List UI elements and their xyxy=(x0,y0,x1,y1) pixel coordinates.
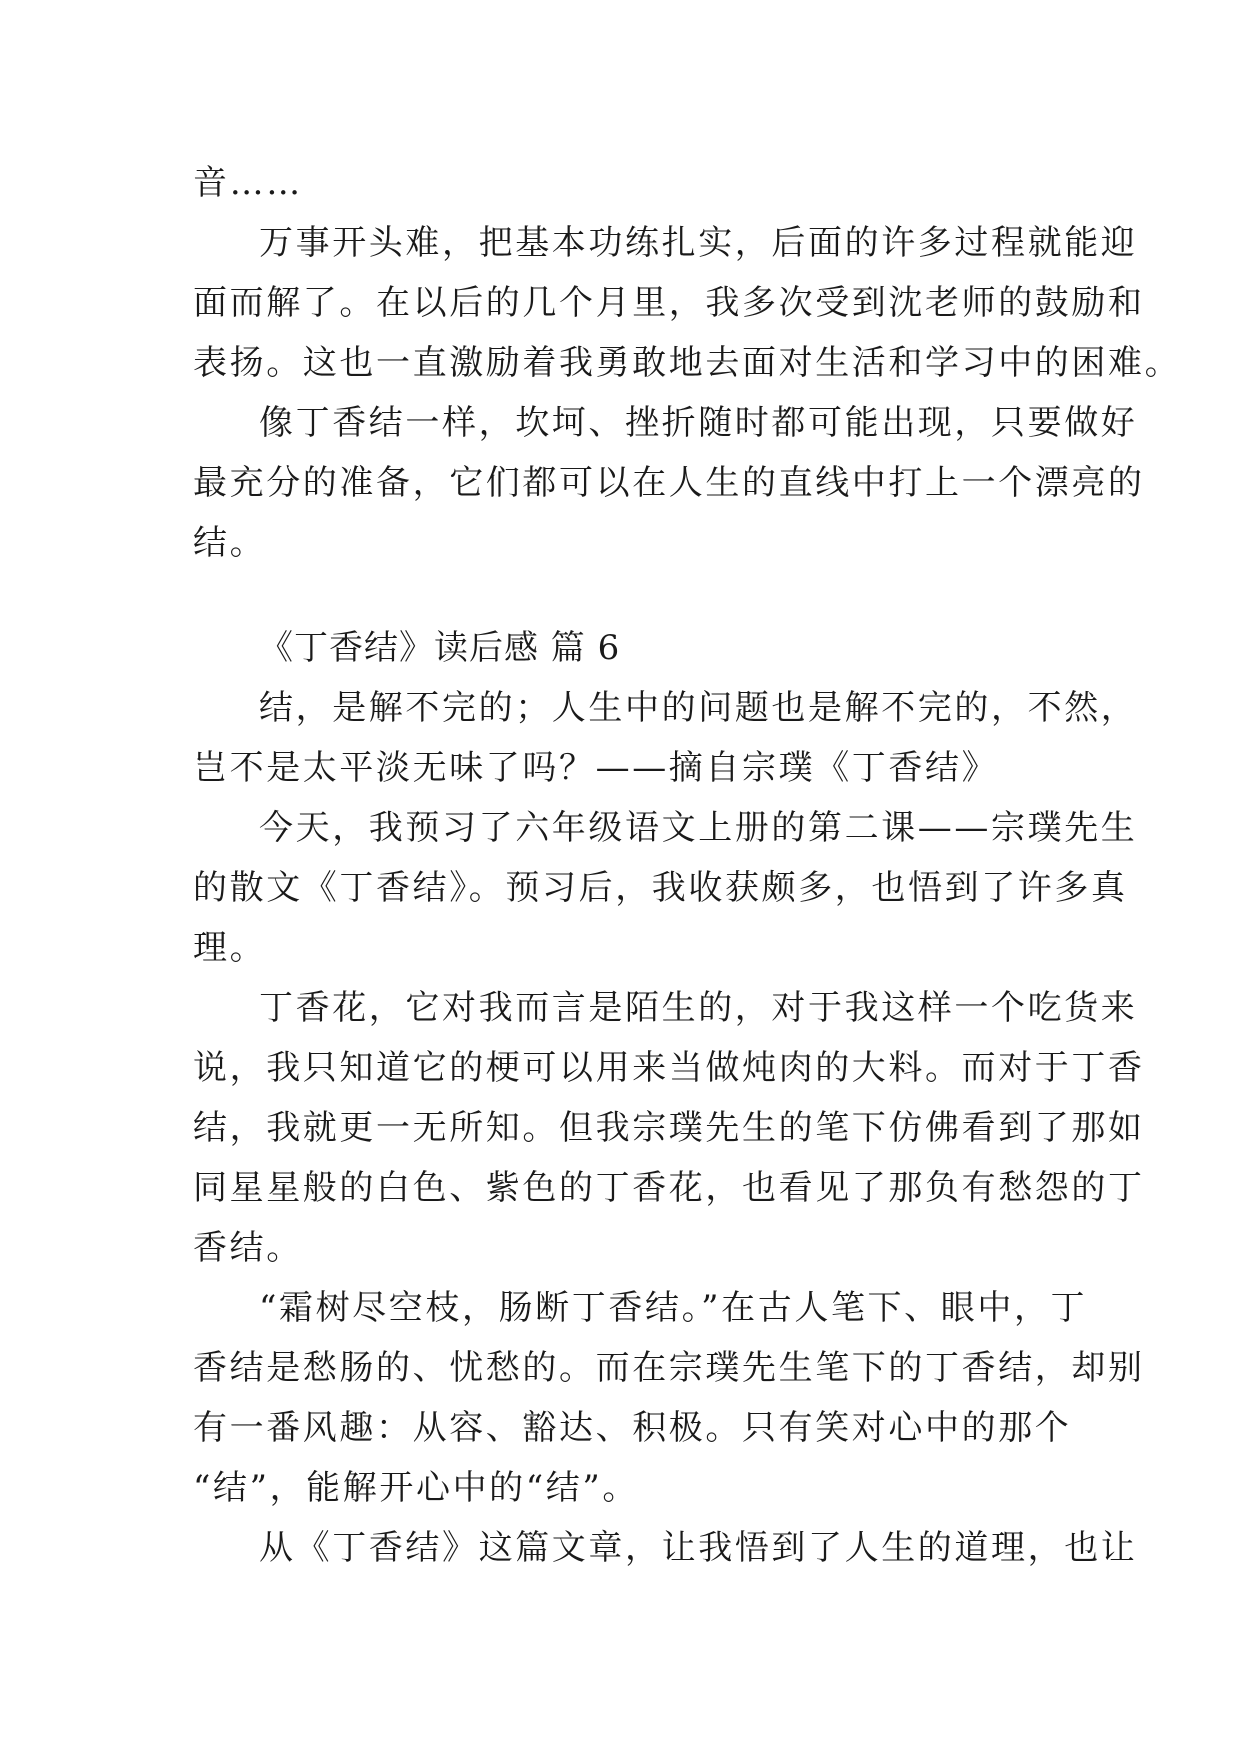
line-text: 丁香花，它对我而言是陌生的，对于我这样一个吃货来 xyxy=(259,988,1138,1028)
line-text: “霜树尽空枝，肠断丁香结。”在古人笔下、眼中，丁 xyxy=(259,1288,1088,1328)
line-text: 香结。 xyxy=(193,1228,303,1268)
line-text: 结，我就更一无所知。但我宗璞先生的笔下仿佛看到了那如 xyxy=(193,1108,1145,1148)
line-text: 同星星般的白色、紫色的丁香花，也看见了那负有愁怨的丁 xyxy=(193,1168,1145,1208)
line-text: 香结是愁肠的、忧愁的。而在宗璞先生笔下的丁香结，却别 xyxy=(193,1348,1145,1388)
text-line xyxy=(0,923,1241,973)
text-line xyxy=(0,1403,1241,1453)
text-line xyxy=(0,278,1241,328)
section-title xyxy=(0,623,1241,673)
section-title-text: 《丁香结》读后感 篇 6 xyxy=(259,628,621,668)
line-text: 说，我只知道它的梗可以用来当做炖肉的大料。而对于丁香 xyxy=(193,1048,1145,1088)
line-text: 万事开头难，把基本功练扎实，后面的许多过程就能迎 xyxy=(259,223,1138,263)
text-line xyxy=(0,518,1241,568)
line-text: “结”，能解开心中的“结”。 xyxy=(193,1468,639,1508)
line-text: 的散文《丁香结》。预习后，我收获颇多，也悟到了许多真 xyxy=(193,868,1128,908)
text-line xyxy=(0,983,1241,1033)
text-line xyxy=(0,218,1241,268)
text-line xyxy=(0,683,1241,733)
line-text: 从《丁香结》这篇文章，让我悟到了人生的道理，也让 xyxy=(259,1528,1138,1568)
line-text: 最充分的准备，它们都可以在人生的直线中打上一个漂亮的 xyxy=(193,463,1145,503)
line-text: 岂不是太平淡无味了吗？——摘自宗璞《丁香结》 xyxy=(193,748,999,788)
line-text: 理。 xyxy=(193,928,267,968)
text-line xyxy=(0,1163,1241,1213)
text-line xyxy=(0,338,1241,388)
text-line xyxy=(0,1343,1241,1393)
text-line xyxy=(0,1103,1241,1153)
line-text: 有一番风趣：从容、豁达、积极。只有笑对心中的那个 xyxy=(193,1408,1072,1448)
line-text: 结，是解不完的；人生中的问题也是解不完的，不然， xyxy=(259,688,1138,728)
text-line xyxy=(0,1223,1241,1273)
line-text: 今天，我预习了六年级语文上册的第二课——宗璞先生 xyxy=(259,808,1138,848)
line-text: 音…… xyxy=(193,163,303,203)
text-line xyxy=(0,398,1241,448)
text-line xyxy=(0,803,1241,853)
line-text: 面而解了。在以后的几个月里，我多次受到沈老师的鼓励和 xyxy=(193,283,1145,323)
line-text: 像丁香结一样，坎坷、挫折随时都可能出现，只要做好 xyxy=(259,403,1138,443)
text-line xyxy=(0,458,1241,508)
text-line xyxy=(0,158,1241,208)
text-line xyxy=(0,1463,1241,1513)
line-text: 结。 xyxy=(193,523,267,563)
text-line xyxy=(0,1043,1241,1093)
text-line xyxy=(0,863,1241,913)
text-line xyxy=(0,1523,1241,1573)
line-text: 表扬。这也一直激励着我勇敢地去面对生活和学习中的困难。 xyxy=(193,343,1182,383)
text-line xyxy=(0,743,1241,793)
text-line xyxy=(0,1283,1241,1333)
